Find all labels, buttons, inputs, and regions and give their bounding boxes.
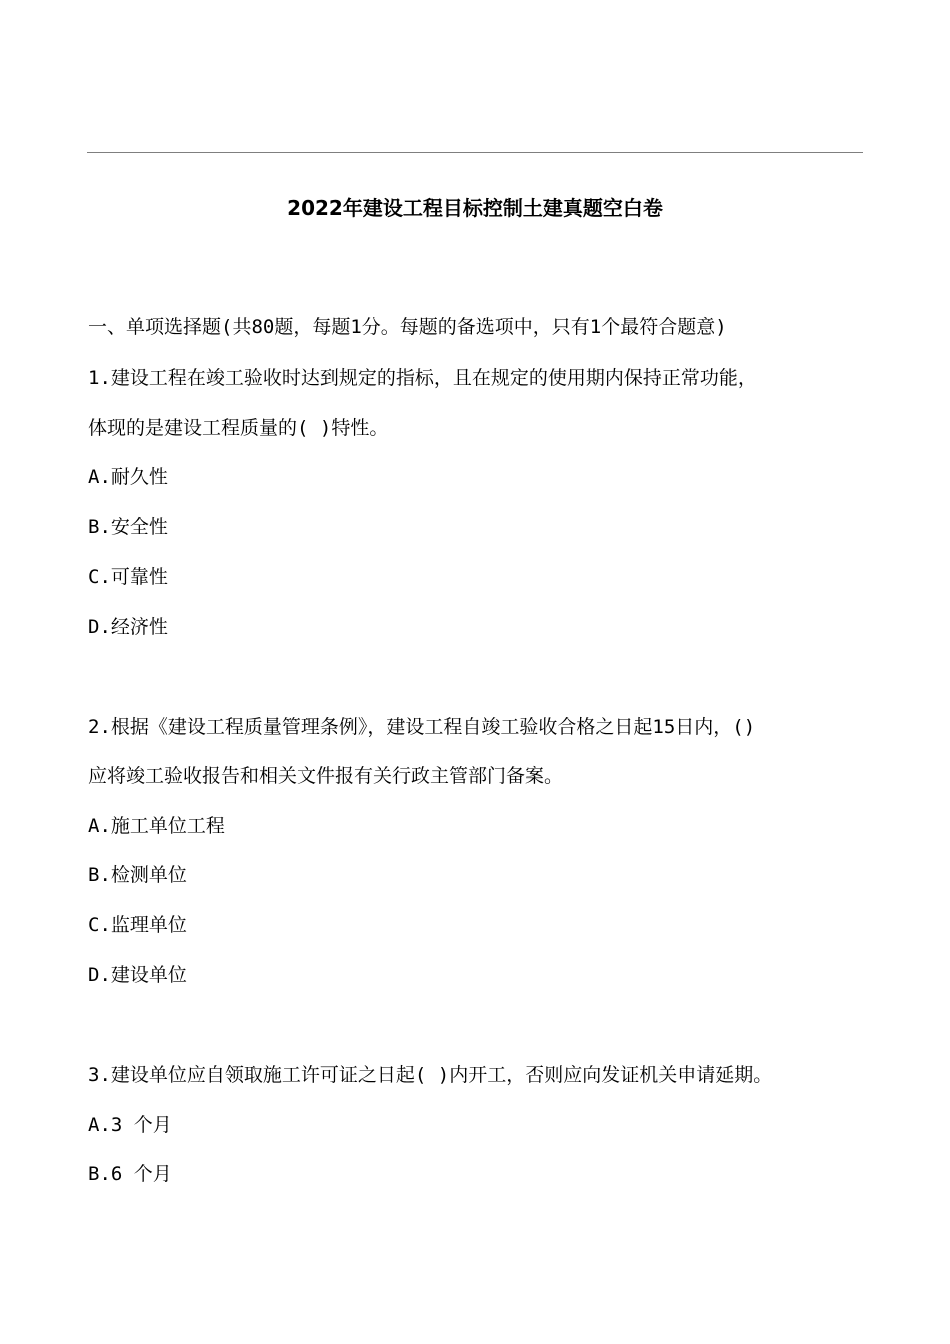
question-3-stem-line-1: 3.建设单位应自领取施工许可证之日起( )内开工，否则应向发证机关申请延期。 xyxy=(88,1064,773,1086)
question-2-option-a: A.施工单位工程 xyxy=(88,815,225,837)
section-heading: 一、单项选择题(共80题，每题1分。每题的备选项中，只有1个最符合题意) xyxy=(88,316,727,338)
question-2-option-c: C.监理单位 xyxy=(88,914,187,936)
question-2-stem-line-2: 应将竣工验收报告和相关文件报有关行政主管部门备案。 xyxy=(88,765,564,787)
question-1-stem-line-1: 1.建设工程在竣工验收时达到规定的指标，且在规定的使用期内保持正常功能， xyxy=(88,367,757,389)
question-3-option-b: B.6 个月 xyxy=(88,1163,172,1185)
question-1-stem-line-2: 体现的是建设工程质量的( )特性。 xyxy=(88,417,389,439)
question-1-option-c: C.可靠性 xyxy=(88,566,168,588)
question-2-option-b: B.检测单位 xyxy=(88,864,187,886)
question-3-option-a: A.3 个月 xyxy=(88,1114,172,1136)
question-1-option-b: B.安全性 xyxy=(88,516,168,538)
question-1-option-d: D.经济性 xyxy=(88,616,168,638)
question-2-option-d: D.建设单位 xyxy=(88,964,187,986)
header-divider xyxy=(87,152,863,153)
document-title: 2022年建设工程目标控制土建真题空白卷 xyxy=(287,196,663,220)
question-1-option-a: A.耐久性 xyxy=(88,466,168,488)
question-2-stem-line-1: 2.根据《建设工程质量管理条例》，建设工程自竣工验收合格之日起15日内，() xyxy=(88,716,756,738)
